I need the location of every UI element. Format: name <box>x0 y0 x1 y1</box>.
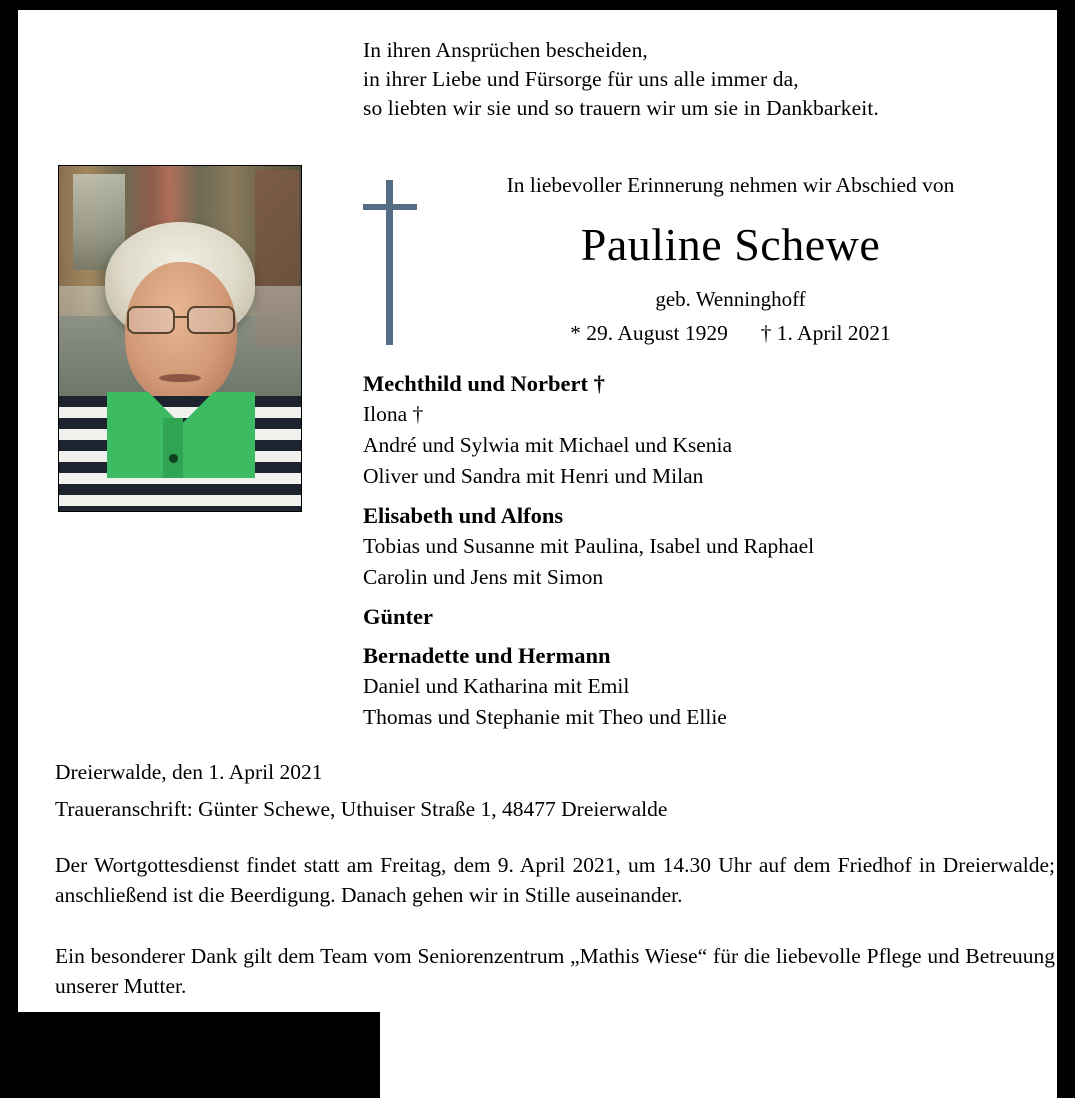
family-member: Daniel und Katharina mit Emil <box>363 674 630 698</box>
place-and-date: Dreierwalde, den 1. April 2021 <box>55 760 323 784</box>
family-member: Ilona † <box>363 402 424 426</box>
family-list <box>363 368 1053 741</box>
portrait-photo <box>58 165 302 512</box>
deceased-name: Pauline Schewe <box>580 219 881 270</box>
service-details: Der Wortgottesdienst findet statt am Freitag, dem 9. April 2021, um 14.30 Uhr auf dem Friedhof in Dreierwalde; anschließend ist die Beerdigung. Danach gehen wir in Stille auseinander. <box>55 853 1055 907</box>
thanks-note: Ein besonderer Dank gilt dem Team vom Seniorenzentrum „Mathis Wiese“ für die liebevolle Pflege und Betreuung unserer Mutter. <box>55 944 1055 998</box>
family-member: Thomas und Stephanie mit Theo und Ellie <box>363 705 727 729</box>
mourning-address: Traueranschrift: Günter Schewe, Uthuiser Straße 1, 48477 Dreierwalde <box>55 797 668 821</box>
family-member: Tobias und Susanne mit Paulina, Isabel und Raphael <box>363 534 815 558</box>
verse-line-3: so liebten wir sie und so trauern wir um sie in Dankbarkeit. <box>363 96 879 120</box>
obituary-card <box>18 10 1057 1012</box>
family-member: André und Sylwia mit Michael und Ksenia <box>363 433 733 457</box>
family-group <box>363 640 1053 733</box>
family-group-head: Elisabeth und Alfons <box>363 503 564 528</box>
photo-mouth <box>159 374 201 382</box>
photo-button <box>169 454 178 463</box>
family-group <box>363 601 1053 632</box>
verse-line-2: in ihrer Liebe und Fürsorge für uns alle immer da, <box>363 67 799 91</box>
life-dates <box>418 321 1043 346</box>
family-group <box>363 500 1053 593</box>
photo-placket <box>163 418 183 478</box>
page-bottom-margin <box>380 1012 1057 1098</box>
family-group-head: Bernadette und Hermann <box>363 643 611 668</box>
family-group <box>363 368 1053 492</box>
family-member: Carolin und Jens mit Simon <box>363 565 604 589</box>
verse-line-1: In ihren Ansprüchen bescheiden, <box>363 38 648 62</box>
family-group-head: Günter <box>363 604 433 629</box>
birth-date: * 29. August 1929 <box>570 321 728 345</box>
intro-text: In liebevoller Erinnerung nehmen wir Abschied von <box>506 173 955 197</box>
memorial-verse <box>363 36 1043 123</box>
family-member: Oliver und Sandra mit Henri und Milan <box>363 464 704 488</box>
maiden-name: geb. Wenninghoff <box>655 287 806 311</box>
death-date: † 1. April 2021 <box>760 321 891 345</box>
family-group-head: Mechthild und Norbert † <box>363 371 605 396</box>
glasses-icon <box>125 306 237 332</box>
